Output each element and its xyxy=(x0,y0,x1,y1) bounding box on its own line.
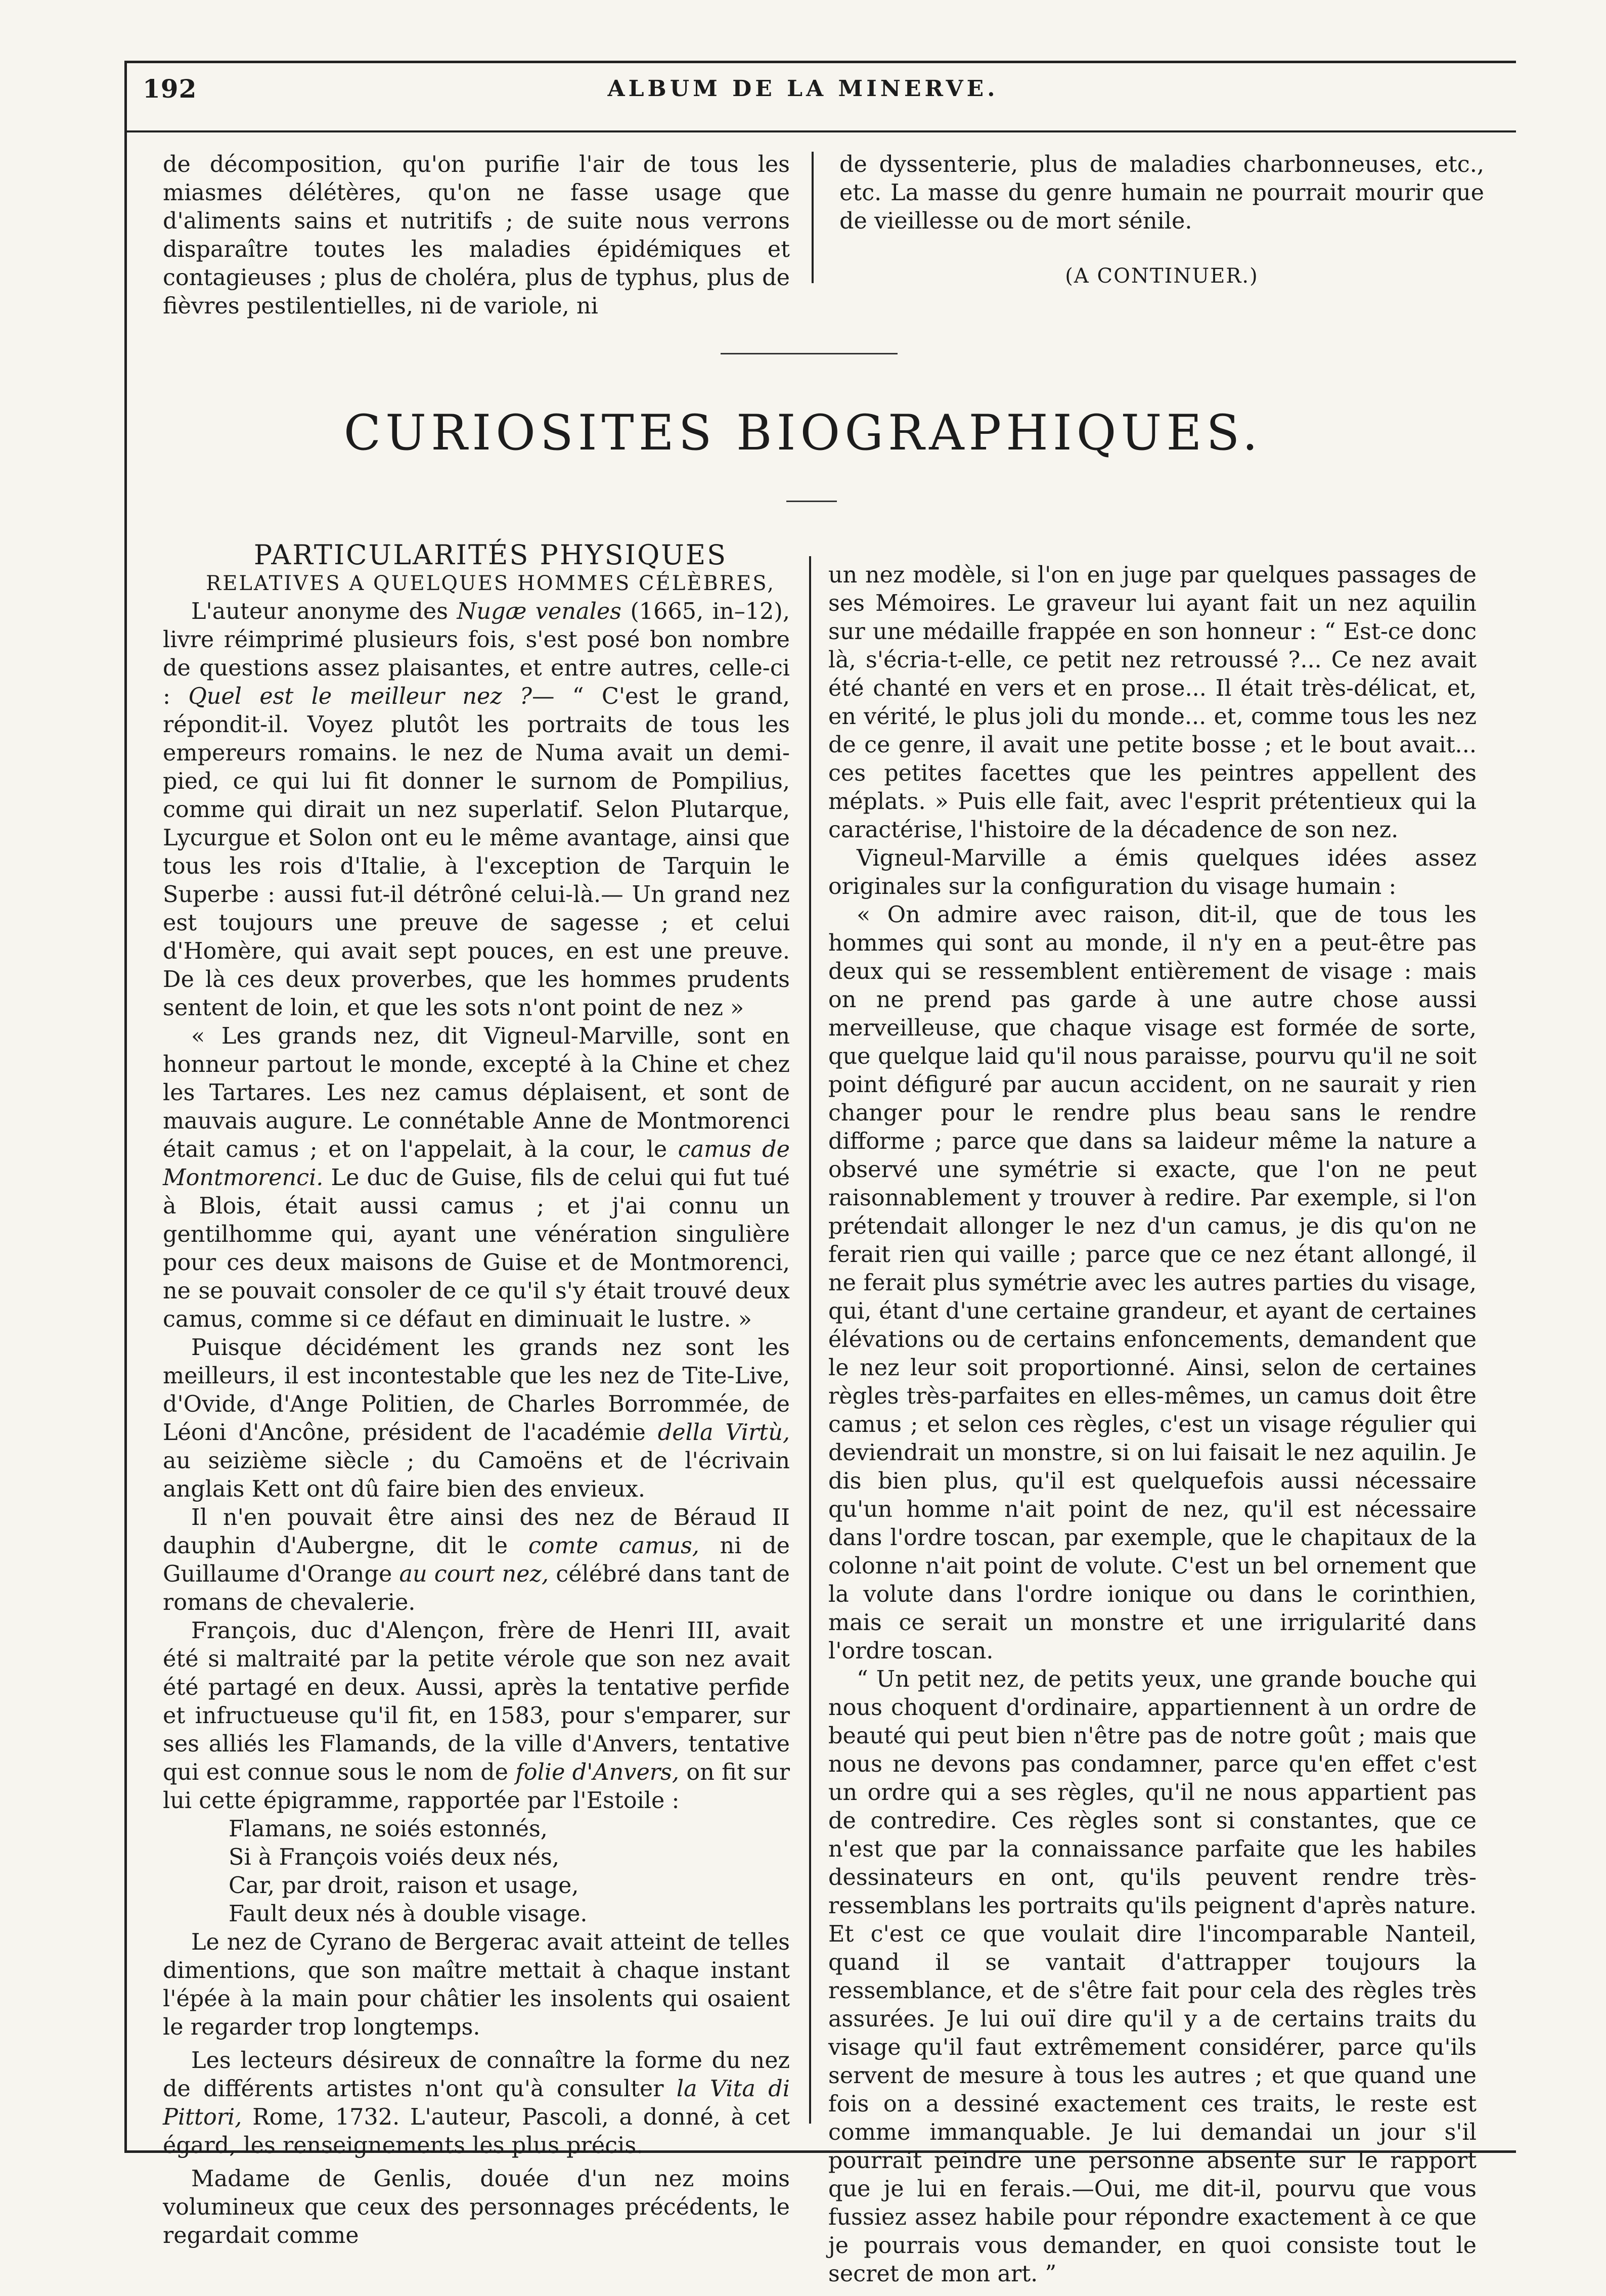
article-left-column xyxy=(163,541,790,2250)
article-right-column xyxy=(828,561,1477,2288)
italic-phrase: camus de Montmorenci. xyxy=(163,1137,790,1191)
left-frame-rule xyxy=(124,61,127,2151)
paragraph: L'auteur anonyme des Nugæ venales (1665, in–12), livre réimprimé plusieurs fois, s'est posé bon nombre de questions assez plaisantes, et entre autres, celle-ci : Quel est le meilleur nez ?— “ C'est le grand, répondit-il. Voyez plutôt les portraits de tous les empereurs romains. le nez de Numa avait un demi-pied, ce qui lui fit donner le surnom de Pompilius, comme qui dirait un nez superlatif. Selon Plutarque, Lycurgue et Solon ont eu le même avantage, ainsi que tous les rois d'Italie, à l'exception de Tarquin le Superbe : aussi fut-il détrôné celui-là.— Un grand nez est toujours une preuve de sagesse ; et celui d'Homère, qui avait sept pouces, en est une preuve. De là ces deux proverbes, que les hommes prudents sentent de loin, et que les sots n'ont point de nez » xyxy=(163,599,790,1021)
title-underline xyxy=(786,501,837,502)
paragraph: Puisque décidément les grands nez sont les meilleurs, il est incontestable que les nez de Tite-Live, d'Ovide, d'Ange Politien, de Charles Borrommée, de Léoni d'Ancône, président de l'académie della Virtù, au seizième siècle ; du Camoëns et de l'écrivain anglais Kett ont dû faire bien des envieux. xyxy=(163,1335,790,1502)
italic-phrase: comte camus, xyxy=(528,1533,699,1559)
verse-line: Fault deux nés à double visage. xyxy=(229,1901,588,1927)
header-bottom-rule xyxy=(125,130,1516,132)
italic-title: Nugæ venales xyxy=(457,599,621,624)
verse-line: Flamans, ne soiés estonnés, xyxy=(229,1816,548,1842)
article-title: PARTICULARITÉS PHYSIQUES xyxy=(253,539,728,571)
top-left-column xyxy=(163,151,790,321)
italic-question: Quel est le meilleur nez ? xyxy=(188,684,532,709)
running-title: ALBUM DE LA MINERVE. xyxy=(607,76,999,102)
section-title: CURIOSITES BIOGRAPHIQUES. xyxy=(343,404,1263,461)
paragraph: Les lecteurs désireux de connaître la forme du nez de différents artistes n'ont qu'à consulter la Vita di Pittori, Rome, 1732. L'auteur, Pascoli, a donné, à cet égard, les renseignements les plus précis. xyxy=(163,2048,790,2158)
paragraph: Madame de Genlis, douée d'un nez moins volumineux que ceux des personnages précédents, le regardait comme xyxy=(163,2166,790,2248)
verse-line: Si à François voiés deux nés, xyxy=(229,1844,559,1870)
paragraph: François, duc d'Alençon, frère de Henri III, avait été si maltraité par la petite vérole que son nez avait été partagé en deux. Aussi, après la tentative perfide et infructueuse qu'il fit, en 1583, pour s'emparer, sur ses alliés les Flamands, de la ville d'Anvers, tentative qui est connue sous le nom de folie d'Anvers, on fit sur lui cette épigramme, rapportée par l'Estoile : xyxy=(163,1618,790,1814)
paragraph: Il n'en pouvait être ainsi des nez de Béraud II dauphin d'Aubergne, dit le comte camus, ni de Guillaume d'Orange au court nez, célébré dans tant de romans de chevalerie. xyxy=(163,1505,790,1615)
top-right-column xyxy=(839,151,1484,290)
top-column-divider xyxy=(812,152,814,283)
paragraph: Vigneul-Marville a émis quelques idées assez originales sur la configuration du visage humain : xyxy=(828,845,1477,899)
italic-title: la Vita di Pittori, xyxy=(163,2076,790,2130)
continuation-note: (A CONTINUER.) xyxy=(1065,264,1259,288)
paragraph: “ Un petit nez, de petits yeux, une grande bouche qui nous choquent d'ordinaire, appartiennent à un ordre de beauté qui peut bien n'être pas de notre goût ; mais que nous ne devons pas condamner, parce qu'en effet c'est un ordre qui a ses règles, qu'il ne nous appartient pas de contredire. Ces règles sont si constantes, que ce n'est que par la connaissance parfaite que les habiles dessinateurs en ont, qu'ils peuvent rendre très-ressemblans les portraits qu'ils peignent d'après nature. Et c'est ce que voulait dire l'incomparable Nanteil, quand il se vantait d'attrapper toujours la ressemblance, et de s'être fait pour cela des règles très assurées. Je lui ouï dire qu'il y a de certains traits du visage qu'il faut extrêmement considérer, parce qu'ils servent de mesure à tous les autres ; et que quand une fois on a dessiné exactement ces traits, le reste est comme immanquable. Je lui demandai un jour s'il pourrait peindre une personne absente sur le rapport que je lui en ferais.—Oui, me dit-il, pourvu que vous fussiez assez habile pour répondre exactement à ce que je pourrais vous demander, en quoi consiste tout le secret de mon art. ” xyxy=(828,1667,1477,2287)
italic-phrase: della Virtù, xyxy=(657,1420,790,1446)
article-subtitle: RELATIVES A QUELQUES HOMMES CÉLÈBRES, xyxy=(206,572,775,595)
verse-line: Car, par droit, raison et usage, xyxy=(229,1873,579,1899)
paragraph: un nez modèle, si l'on en juge par quelques passages de ses Mémoires. Le graveur lui ayant fait un nez aquilin sur une médaille frappée en son honneur : “ Est-ce donc là, s'écria-t-elle, ce petit nez retroussé ?... Ce nez avait été chanté en vers et en prose... Il était très-délicat, et, en vérité, le plus joli du monde... et, comme tous les nez de ce genre, il avait une petite bosse ; et le bout avait... ces petites facettes que les peintres appellent des méplats. » Puis elle fait, avec l'esprit prétentieux qui la caractérise, l'histoire de la décadence de son nez. xyxy=(828,562,1477,843)
top-left-paragraph: de décomposition, qu'on purifie l'air de tous les miasmes délétères, qu'on ne fasse usage que d'aliments sains et nutritifs ; de suite nous verrons disparaître toutes les maladies épidémiques et contagieuses ; plus de choléra, plus de typhus, plus de fièvres pestilentielles, ni de variole, ni xyxy=(163,152,790,319)
top-right-paragraph: de dyssenterie, plus de maladies charbonneuses, etc., etc. La masse du genre humain ne pourrait mourir que de vieillesse ou de mort sénile. xyxy=(839,152,1484,234)
header-top-rule xyxy=(125,61,1516,63)
paragraph: Le nez de Cyrano de Bergerac avait atteint de telles dimentions, que son maître mettait à chaque instant l'épée à la main pour châtier les insolents qui osaient le regarder trop longtemps. xyxy=(163,1929,790,2040)
page-number: 192 xyxy=(143,74,197,104)
article-column-divider xyxy=(809,556,811,2124)
paragraph: « Les grands nez, dit Vigneul-Marville, sont en honneur partout le monde, excepté à la Chine et chez les Tartares. Les nez camus déplaisent, et sont de mauvais augure. Le connétable Anne de Montmorenci était camus ; et on l'appelait, à la cour, le camus de Montmorenci. Le duc de Guise, fils de celui qui fut tué à Blois, était aussi camus ; et j'ai connu un gentilhomme qui, ayant une vénération singulière pour ces deux maisons de Guise et de Montmorenci, ne se pouvait consoler de ce qu'il s'y était trouvé deux camus, comme si ce défaut en diminuait le lustre. » xyxy=(163,1023,790,1332)
section-separator xyxy=(721,353,898,354)
epigram xyxy=(163,1815,790,1928)
paragraph: « On admire avec raison, dit-il, que de tous les hommes qui sont au monde, il n'y en a peut-être pas deux qui se ressemblent entièrement de visage : mais on ne prend pas garde à une autre chose aussi merveilleuse, que chaque visage est formée de sorte, que quelque laid qu'il nous paraisse, pourvu qu'il ne soit point défiguré par aucun accident, on ne saurait y rien changer pour le rendre plus beau sans le rendre difforme ; parce que dans sa laideur même la nature a observé une symétrie si exacte, que l'on ne peut raisonnablement y trouver à redire. Par exemple, si l'on prétendait allonger le nez d'un camus, je dis qu'on ne ferait rien qui vaille ; parce que ce nez étant allongé, il ne ferait plus symétrie avec les autres parties du visage, qui, étant d'une certaine grandeur, et ayant de certaines élévations ou de certains enfoncements, demandent que le nez leur soit proportionné. Ainsi, selon de certaines règles très-parfaites en elles-mêmes, un camus doit être camus ; et selon ces règles, c'est un visage régulier qui deviendrait un monstre, si on lui faisait le nez aquilin. Je dis bien plus, qu'il est quelquefois aussi nécessaire qu'un homme n'ait point de nez, qu'il est nécessaire dans l'ordre toscan, par exemple, que le chapitaux de la colonne n'ait point de volute. C'est un bel ornement que la volute dans l'ordre ionique ou dans le corinthien, mais ce serait un monstre et une irrigularité dans l'ordre toscan. xyxy=(828,902,1477,1664)
italic-phrase: au court nez, xyxy=(399,1561,549,1587)
italic-phrase: folie d'Anvers, xyxy=(515,1760,680,1785)
